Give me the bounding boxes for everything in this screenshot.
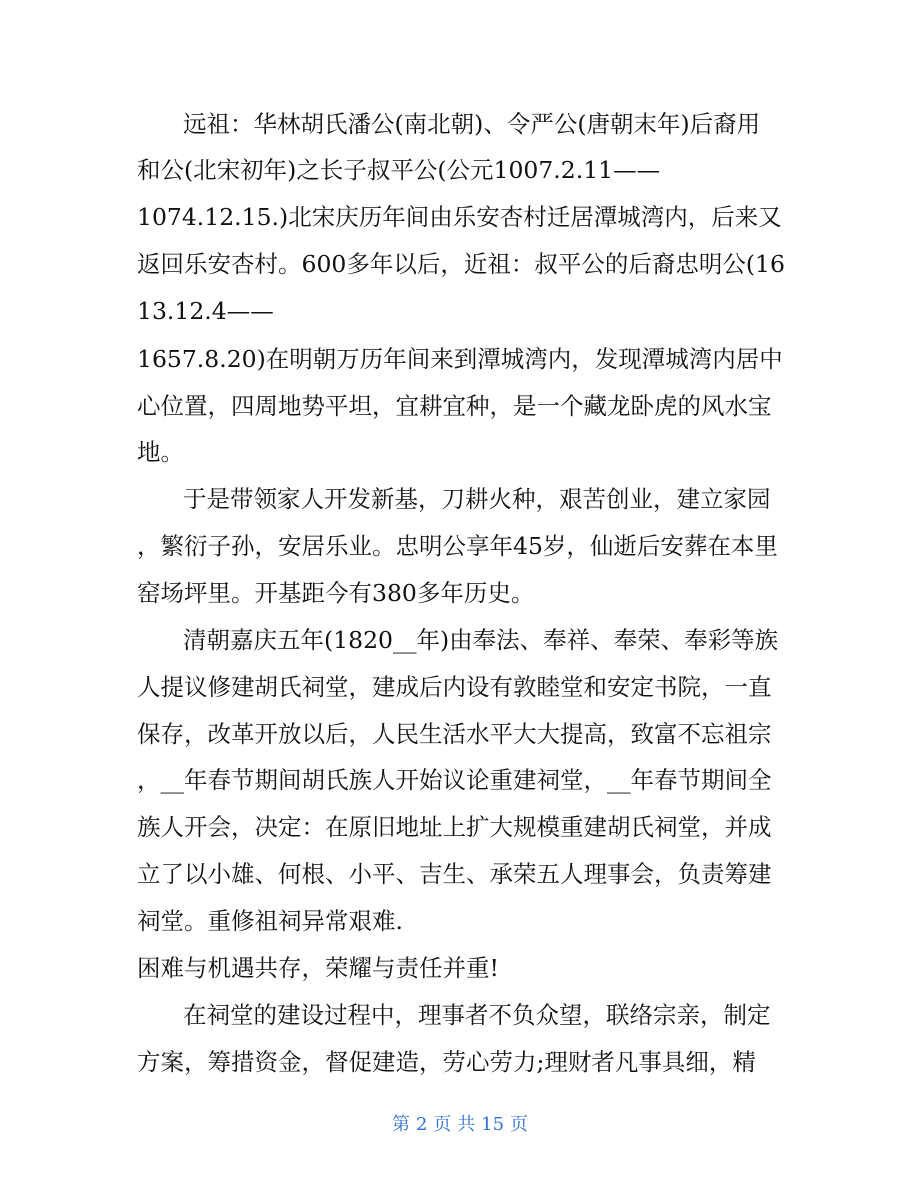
text-line: 1074.12.15.)北宋庆历年间由乐安杏村迁居潭城湾内，后来又 (137, 203, 782, 231)
text-line: 窑场坪里。开基距今有380多年历史。 (137, 579, 535, 607)
text-line: 13.12.4—— (137, 297, 274, 325)
text-line: 于是带领家人开发新基，刀耕火种，艰苦创业，建立家园 (183, 485, 771, 513)
text-line: 1657.8.20)在明朝万历年间来到潭城湾内，发现潭城湾内居中 (137, 345, 783, 373)
footer-prefix: 第 (391, 1114, 410, 1135)
text-line: 在祠堂的建设过程中，理事者不负众望，联络宗亲，制定 (183, 1001, 771, 1029)
footer-suffix: 页 (510, 1114, 529, 1135)
text-line: 保存，改革开放以后，人民生活水平大大提高，致富不忘祖宗 (137, 720, 772, 748)
page-footer (0, 1110, 920, 1140)
footer-middle: 页 共 (433, 1114, 476, 1135)
text-line: 人提议修建胡氏祠堂，建成后内设有敦睦堂和安定书院，一直 (137, 673, 772, 701)
text-line: 困难与机遇共存，荣耀与责任并重! (137, 954, 499, 982)
text-line: 心位置，四周地势平坦，宜耕宜种，是一个藏龙卧虎的风水宝 (137, 392, 772, 420)
text-line: ，__年春节期间胡氏族人开始议论重建祠堂，__年春节期间全 (137, 766, 772, 794)
text-line: 方案，筹措资金，督促建造，劳心劳力;理财者凡事具细，精 (137, 1048, 756, 1076)
text-line: 立了以小雄、何根、小平、吉生、承荣五人理事会，负责筹建 (137, 860, 772, 888)
text-line: 地。 (137, 438, 184, 466)
page-number: 2 (415, 1114, 428, 1135)
text-line: 祠堂。重修祖祠异常艰难. (137, 907, 403, 935)
text-line: 和公(北宋初年)之长子叔平公(公元1007.2.11—— (137, 156, 661, 184)
text-line: 清朝嘉庆五年(1820__年)由奉法、奉祥、奉荣、奉彩等族 (183, 626, 779, 654)
text-line: 族人开会，决定：在原旧地址上扩大规模重建胡氏祠堂，并成 (137, 813, 772, 841)
text-line: ，繁衍子孙，安居乐业。忠明公享年45岁，仙逝后安葬在本里 (137, 532, 778, 560)
total-pages: 15 (481, 1114, 505, 1135)
text-line: 远祖：华林胡氏潘公(南北朝)、令严公(唐朝末年)后裔用 (183, 110, 761, 138)
text-line: 返回乐安杏村。600多年以后，近祖：叔平公的后裔忠明公(16 (137, 250, 785, 278)
